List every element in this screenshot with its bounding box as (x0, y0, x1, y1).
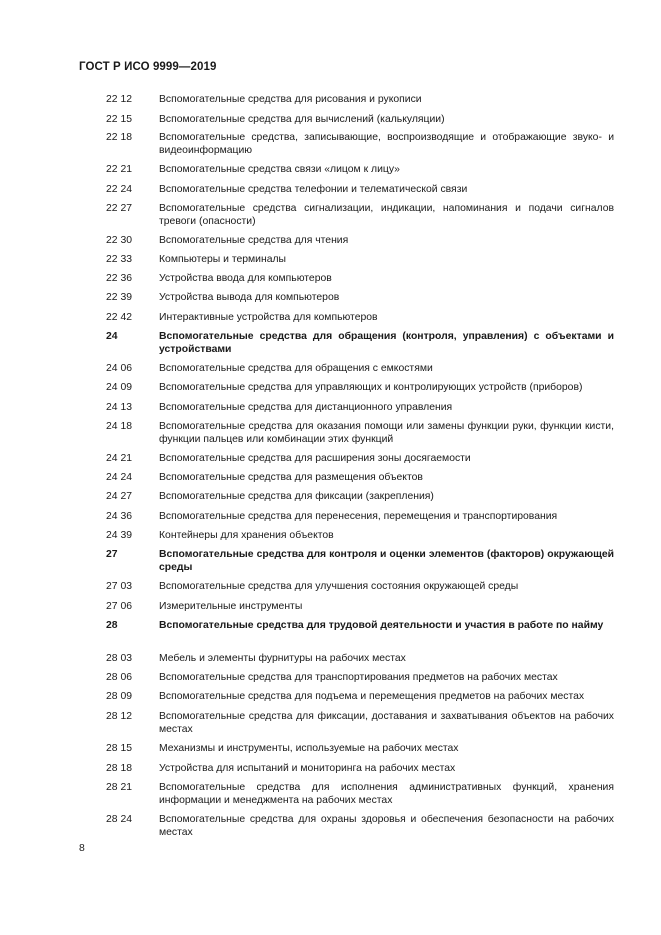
entry-text: Вспомогательные средства для рисования и рукописи (159, 94, 422, 105)
entry-code: 27 (106, 549, 118, 560)
entry-code: 24 18 (106, 421, 133, 432)
entry-text: Вспомогательные средства для перенесения, перемещения и транспортирования (159, 511, 558, 522)
entry-code: 24 39 (106, 530, 133, 541)
entry-text: Вспомогательные средства для подъема и перемещения предметов на рабочих местах (159, 691, 585, 702)
entry-code: 24 (106, 331, 118, 342)
entry-code: 28 03 (106, 653, 133, 664)
entry-code: 22 27 (106, 203, 133, 214)
entry-code: 22 21 (106, 164, 133, 175)
entry-text: Вспомогательные средства для дистанционного управления (159, 402, 453, 413)
entry-text: Вспомогательные средства, записывающие, воспроизводящие и отображающие звуко- и видеоинформацию (159, 132, 614, 156)
entry-text: Мебель и элементы фурнитуры на рабочих местах (159, 653, 406, 664)
entry-code: 22 39 (106, 292, 133, 303)
entry-text: Вспомогательные средства для трудовой деятельности и участия в работе по найму (159, 620, 604, 631)
entry-code: 22 33 (106, 254, 133, 265)
entry-code: 22 12 (106, 94, 133, 105)
entry-code: 22 36 (106, 273, 133, 284)
entry-code: 28 21 (106, 782, 133, 793)
entry-text: Вспомогательные средства для фиксации, доставания и захватывания объектов на рабочих местах (159, 711, 614, 735)
entry-text: Измерительные инструменты (159, 601, 303, 612)
entry-code: 22 24 (106, 184, 133, 195)
entry-text: Вспомогательные средства для контроля и оценки элементов (факторов) окружающей среды (159, 549, 614, 573)
entry-code: 22 18 (106, 132, 133, 143)
entry-text: Вспомогательные средства для обращения (контроля, управления) с объектами и устройствами (159, 331, 614, 355)
entry-text: Устройства для испытаний и мониторинга на рабочих местах (159, 763, 456, 774)
entry-code: 24 36 (106, 511, 133, 522)
entry-text: Вспомогательные средства для исполнения административных функций, хранения информации и менеджмента на рабочих местах (159, 782, 614, 806)
entry-code: 28 15 (106, 743, 133, 754)
entry-text: Вспомогательные средства для транспортирования предметов на рабочих местах (159, 672, 558, 683)
entry-text: Вспомогательные средства для улучшения состояния окружающей среды (159, 581, 519, 592)
entry-code: 22 30 (106, 235, 133, 246)
entry-code: 28 (106, 620, 118, 631)
entry-text: Устройства ввода для компьютеров (159, 273, 332, 284)
entry-code: 27 03 (106, 581, 133, 592)
document-header: ГОСТ Р ИСО 9999—2019 (79, 61, 217, 73)
entry-code: 28 12 (106, 711, 133, 722)
entry-text: Вспомогательные средства для оказания помощи или замены функции руки, функции кисти, функции пальцев или комбинации этих функций (159, 421, 614, 445)
entry-code: 22 15 (106, 114, 133, 125)
entry-code: 28 06 (106, 672, 133, 683)
entry-code: 28 09 (106, 691, 133, 702)
entry-text: Контейнеры для хранения объектов (159, 530, 334, 541)
entry-text: Устройства вывода для компьютеров (159, 292, 340, 303)
entry-code: 24 09 (106, 382, 133, 393)
entry-text: Компьютеры и терминалы (159, 254, 287, 265)
entry-code: 27 06 (106, 601, 133, 612)
entry-code: 24 24 (106, 472, 133, 483)
entry-code: 24 13 (106, 402, 133, 413)
entry-code: 24 27 (106, 491, 133, 502)
entry-text: Вспомогательные средства для размещения объектов (159, 472, 423, 483)
page-number: 8 (79, 843, 85, 854)
entry-text: Интерактивные устройства для компьютеров (159, 312, 378, 323)
entry-text: Вспомогательные средства для управляющих и контролирующих устройств (приборов) (159, 382, 583, 393)
entry-text: Механизмы и инструменты, используемые на рабочих местах (159, 743, 459, 754)
entry-text: Вспомогательные средства для чтения (159, 235, 349, 246)
entry-text: Вспомогательные средства для обращения с емкостями (159, 363, 433, 374)
entry-code: 22 42 (106, 312, 133, 323)
entry-code: 28 18 (106, 763, 133, 774)
entry-text: Вспомогательные средства связи «лицом к лицу» (159, 164, 400, 175)
entry-code: 24 21 (106, 453, 133, 464)
entry-code: 28 24 (106, 814, 133, 825)
entry-text: Вспомогательные средства для вычислений (калькуляции) (159, 114, 445, 125)
entry-text: Вспомогательные средства для расширения зоны досягаемости (159, 453, 471, 464)
entry-text: Вспомогательные средства телефонии и телематической связи (159, 184, 468, 195)
entry-text: Вспомогательные средства для охраны здоровья и обеспечения безопасности на рабочих местах (159, 814, 614, 838)
entry-text: Вспомогательные средства для фиксации (закрепления) (159, 491, 434, 502)
entry-text: Вспомогательные средства сигнализации, индикации, напоминания и подачи сигналов тревоги (опасности) (159, 203, 614, 227)
entry-code: 24 06 (106, 363, 133, 374)
